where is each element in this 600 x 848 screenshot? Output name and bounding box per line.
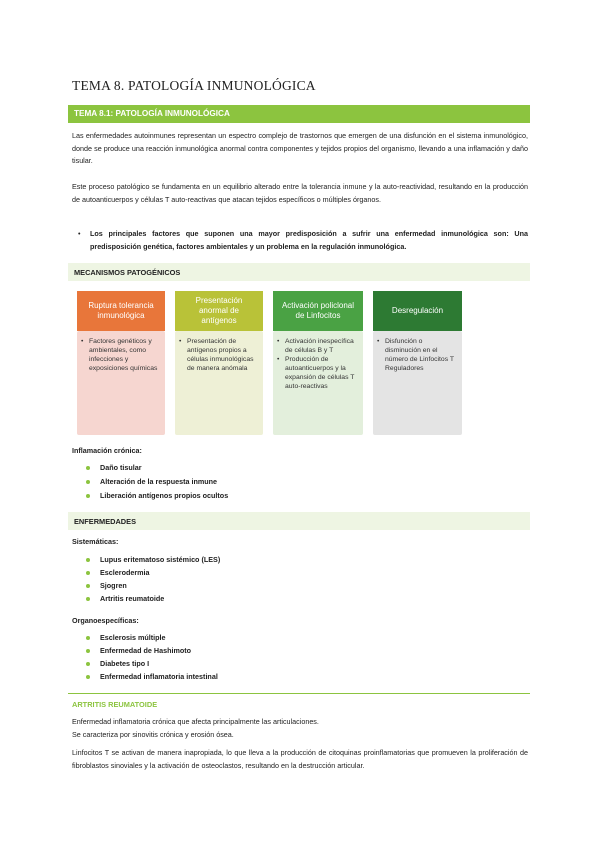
systemic-item: Lupus eritematoso sistémico (LES) (86, 555, 220, 564)
card-list-item: • Presentación de antígenos propios a células inmunológicas de manera anómala (179, 337, 261, 373)
card-list-activacion (277, 337, 361, 391)
organ-label: Organoespecíficas: (72, 616, 139, 625)
organ-item: Enfermedad de Hashimoto (86, 646, 191, 655)
mechanisms-header: MECANISMOS PATOGÉNICOS (68, 263, 530, 281)
intro-paragraph-2: Este proceso patológico se fundamenta en un equilibrio alterado entre la tolerancia inmune y la auto-reactividad, resultando en la producción de autoanticuerpos y células T auto-reactivas que atacan tejidos específicos o múltiples órganos. (72, 182, 528, 204)
card-header-desregulacion: Desregulación (373, 291, 462, 331)
card-header-presentacion: Presentación anormal de antígenos (175, 291, 263, 331)
diseases-header: ENFERMEDADES (68, 512, 530, 530)
bullet-dot-icon (86, 494, 90, 498)
organ-item: Esclerosis múltiple (86, 633, 166, 642)
intro-paragraph-1: Las enfermedades autoinmunes representan un espectro complejo de trastornos que emergen de una disfunción en el sistema inmunológico, donde se produce una reacción inmunológica anormal contra componentes y tejidos propios del organismo, llevando a una inflamación y daño tisular. (72, 131, 528, 166)
card-list-ruptura (81, 337, 161, 373)
organ-item: Enfermedad inflamatoria intestinal (86, 672, 218, 681)
bullet-dot-icon (86, 584, 90, 588)
chronic-item: Liberación antígenos propios ocultos (86, 491, 228, 500)
card-list-presentacion (179, 337, 261, 373)
systemic-label: Sistemáticas: (72, 537, 119, 546)
main-bullet (72, 228, 528, 253)
card-list-item: • Producción de autoanticuerpos y la expansión de células T auto-reactivas (277, 355, 361, 391)
bullet-dot-icon (86, 662, 90, 666)
main-bullet-text: Los principales factores que suponen una mayor predisposición a sufrir una enfermedad inmunológica son: Una predisposición genética, factores ambientales y un problema en la regulación inmunológica. (90, 229, 528, 251)
systemic-item: Esclerodermia (86, 568, 150, 577)
bullet-dot-icon (86, 558, 90, 562)
bullet-dot-icon (86, 597, 90, 601)
ar-heading: ARTRITIS REUMATOIDE (72, 700, 158, 709)
card-header-activacion: Activación policlonal de Linfocitos (273, 291, 363, 331)
systemic-item: Sjogren (86, 581, 127, 590)
section-divider (68, 693, 530, 694)
bullet-dot-icon (86, 571, 90, 575)
organ-item: Diabetes tipo I (86, 659, 149, 668)
bullet-dot-icon (86, 466, 90, 470)
bullet-dot-icon (86, 649, 90, 653)
systemic-item: Artritis reumatoide (86, 594, 164, 603)
page-title: TEMA 8. PATOLOGÍA INMUNOLÓGICA (72, 78, 316, 93)
card-list-desregulacion (377, 337, 459, 373)
bullet-dot-icon (86, 480, 90, 484)
section-heading-bar: TEMA 8.1: PATOLOGÍA INMUNOLÓGICA (68, 105, 530, 123)
chronic-label: Inflamación crónica: (72, 446, 142, 455)
card-list-item: • Factores genéticos y ambientales, como infecciones y exposiciones químicas (81, 337, 161, 373)
ar-paragraph-2: Se caracteriza por sinovitis crónica y erosión ósea. (72, 730, 234, 739)
card-header-ruptura: Ruptura tolerancia inmunológica (77, 291, 165, 331)
card-list-item: • Disfunción o disminución en el número de Linfocitos T Reguladores (377, 337, 459, 373)
bullet-dot-icon (86, 636, 90, 640)
bullet-dot-icon (86, 675, 90, 679)
ar-paragraph-3: Linfocitos T se activan de manera inapropiada, lo que lleva a la producción de citoquinas proinflamatorias que promueven la proliferación de fibroblastos sinoviales y la activación de osteoclastos, resultando en la destrucción articular. (72, 748, 528, 770)
chronic-item: Alteración de la respuesta inmune (86, 477, 217, 486)
card-list-item: • Activación inespecífica de células B y T (277, 337, 361, 355)
chronic-item: Daño tisular (86, 463, 142, 472)
bullet-dot-icon: • (78, 229, 81, 238)
ar-paragraph-1: Enfermedad inflamatoria crónica que afecta principalmente las articulaciones. (72, 717, 319, 726)
